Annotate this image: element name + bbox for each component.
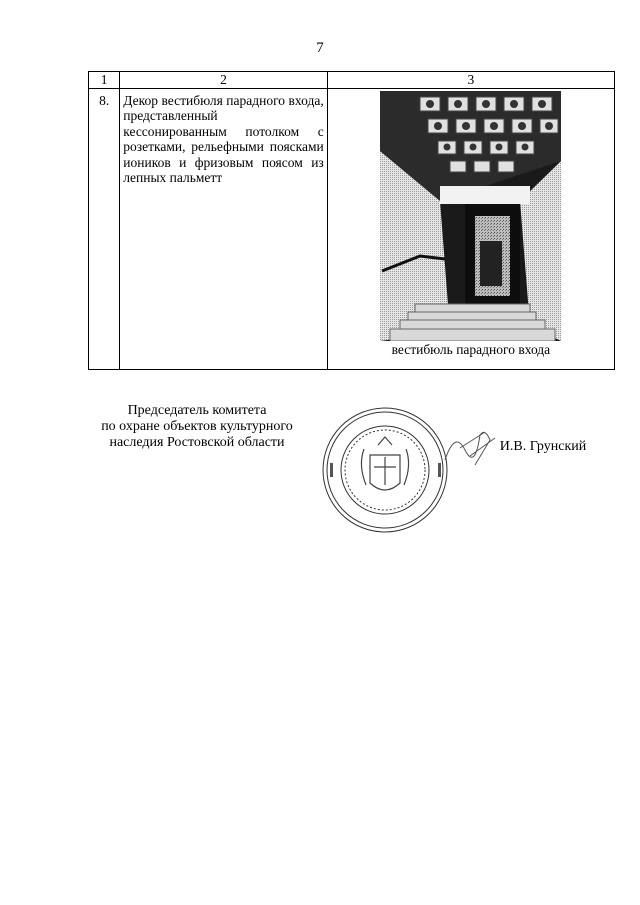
official-seal bbox=[318, 405, 453, 535]
table-row bbox=[89, 89, 615, 370]
signer-name: И.В. Грунский bbox=[499, 439, 587, 454]
signer-position bbox=[88, 403, 306, 451]
column-header-1: 1 bbox=[89, 72, 120, 89]
table-header-row bbox=[89, 72, 615, 89]
column-header-2: 2 bbox=[120, 72, 328, 89]
vestibule-photo bbox=[380, 91, 561, 341]
row-description: Декор вестибюля парадного входа, представленный кессонированным потолком с розетками, рельефными поясками иоников и фризовым поясом из лепных пальметт bbox=[120, 89, 328, 370]
page-number: 7 bbox=[316, 40, 324, 56]
signer-position-line: наследия Ростовской области bbox=[109, 435, 285, 450]
column-header-3: 3 bbox=[327, 72, 614, 89]
signer-position-line: Председатель комитета bbox=[127, 403, 267, 418]
row-number: 8. bbox=[89, 89, 120, 370]
photo-cell bbox=[327, 89, 614, 370]
photo-caption: вестибюль парадного входа bbox=[391, 342, 551, 357]
objects-table bbox=[88, 71, 615, 370]
signer-position-line: по охране объектов культурного bbox=[101, 419, 293, 434]
